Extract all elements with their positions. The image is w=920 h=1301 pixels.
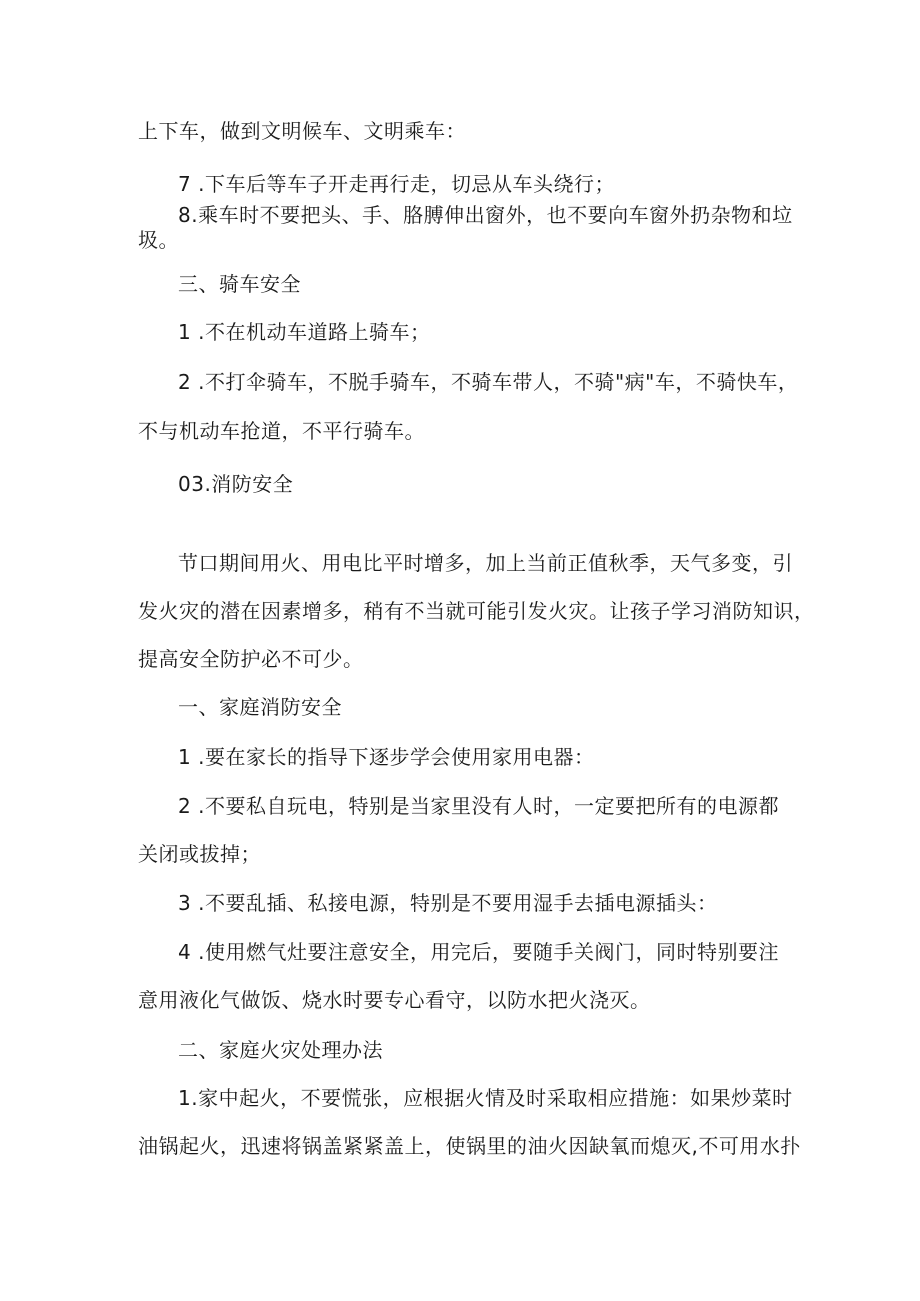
- text-line: 8.乘车时不要把头、手、胳膊伸出窗外，也不要向车窗外扔杂物和垃: [178, 203, 793, 227]
- text-line: 发火灾的潜在因素增多，稍有不当就可能引发火灾。让孩子学习消防知识，: [138, 599, 815, 623]
- text-line: 4 .使用燃气灶要注意安全，用完后，要随手关阀门，同时特别要注: [178, 940, 779, 964]
- text-line: 1 .要在家长的指导下逐步学会使用家用电器：: [178, 745, 595, 769]
- text-line: 不与机动车抢道，不平行骑车。: [138, 419, 425, 443]
- section-heading: 一、家庭消防安全: [178, 695, 342, 719]
- text-line: 2 .不要私自玩电，特别是当家里没有人时，一定要把所有的电源都: [178, 794, 779, 818]
- text-line: 1.家中起火，不要慌张，应根据火情及时采取相应措施：如果炒菜时: [178, 1086, 793, 1110]
- text-line: 关闭或拔掉；: [138, 842, 261, 866]
- text-line: 油锅起火，迅速将锅盖紧紧盖上，使锅里的油火因缺氧而熄灭,不可用水扑: [138, 1134, 801, 1158]
- text-line: 上下车，做到文明候车、文明乘车：: [138, 119, 466, 143]
- text-line: 意用液化气做饭、烧水时要专心看守，以防水把火浇灭。: [138, 988, 651, 1012]
- section-heading: 03.消防安全: [178, 472, 294, 496]
- text-line: 3 .不要乱插、私接电源，特别是不要用湿手去插电源插头：: [178, 891, 718, 915]
- section-heading: 三、骑车安全: [178, 272, 301, 296]
- text-line: 提高安全防护必不可少。: [138, 647, 364, 671]
- text-line: 2 .不打伞骑车，不脱手骑车，不骑车带人，不骑"病"车，不骑快车，: [178, 370, 799, 394]
- text-line: 7 .下车后等车子开走再行走，切忌从车头绕行；: [178, 172, 615, 196]
- text-line: 圾。: [138, 228, 179, 252]
- text-line: 节口期间用火、用电比平时增多，加上当前正值秋季，天气多变，引: [178, 551, 793, 575]
- section-heading: 二、家庭火灾处理办法: [178, 1038, 383, 1062]
- text-line: 1 .不在机动车道路上骑车；: [178, 320, 431, 344]
